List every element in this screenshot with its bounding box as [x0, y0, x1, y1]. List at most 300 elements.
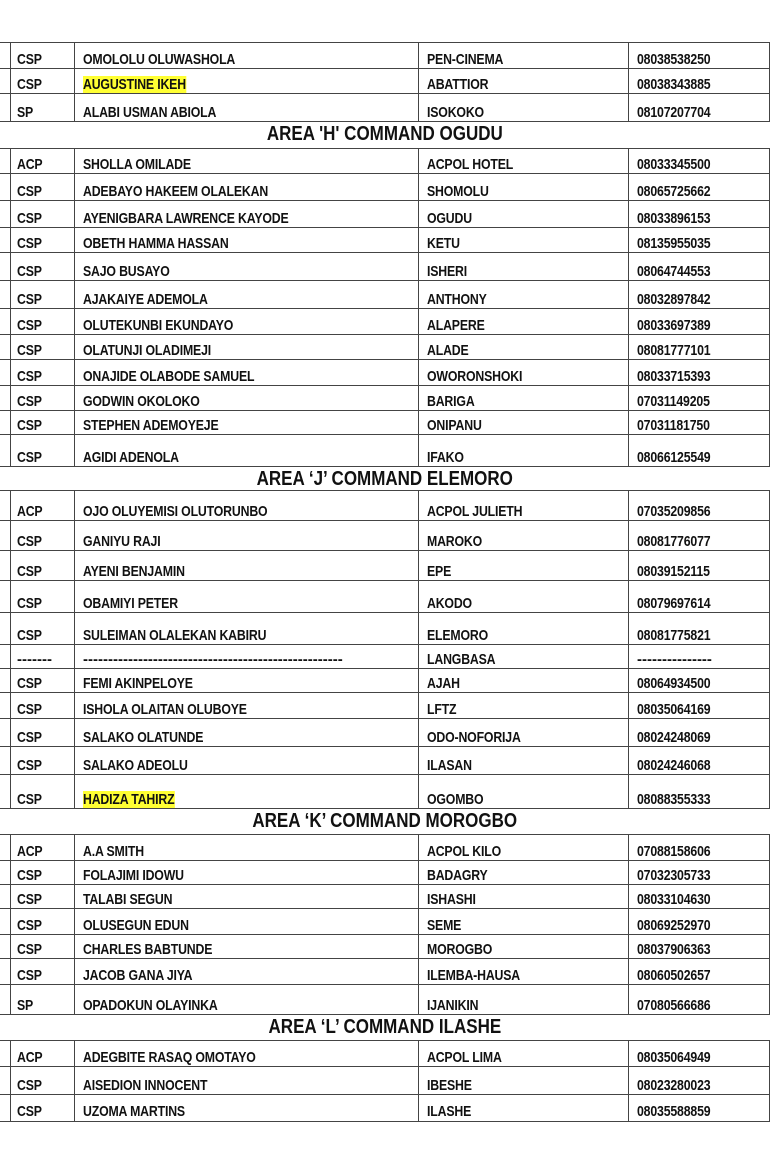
rank-cell	[10, 909, 74, 935]
phone-number-cell-text: 08038343885	[637, 76, 711, 93]
phone-number-cell-text: 07031181750	[637, 417, 710, 434]
table-row	[0, 908, 770, 935]
officer-name-cell	[74, 669, 418, 693]
rank-cell	[10, 1041, 74, 1067]
table-row	[0, 280, 770, 309]
location-cell	[418, 747, 628, 775]
rank-cell-text: CSP	[17, 263, 42, 280]
rank-cell	[10, 69, 74, 94]
area-command-header	[0, 808, 770, 833]
location-cell	[418, 281, 628, 309]
officer-name-cell-text: GANIYU RAJI	[83, 533, 161, 550]
rank-cell	[10, 1067, 74, 1095]
rank-cell-text: CSP	[17, 967, 42, 984]
location-cell-text: SHOMOLU	[427, 183, 489, 200]
location-cell-text: ISHASHI	[427, 891, 476, 908]
rank-cell-text: CSP	[17, 791, 42, 808]
officer-name-cell	[74, 228, 418, 253]
rank-cell	[10, 228, 74, 253]
officer-name-cell-text: SALAKO OLATUNDE	[83, 729, 204, 746]
phone-number-cell	[628, 253, 770, 281]
phone-number-cell	[628, 491, 770, 521]
phone-number-cell-text: 08088355333	[637, 791, 711, 808]
rank-cell	[10, 43, 74, 69]
officer-name-cell	[74, 201, 418, 228]
table-row	[0, 334, 770, 360]
table-row	[0, 252, 770, 281]
area-command-title: AREA ‘J’ COMMAND ELEMORO	[256, 468, 514, 490]
phone-number-cell	[628, 885, 770, 909]
table-row	[0, 434, 770, 467]
officer-name-cell-text: UZOMA MARTINS	[83, 1103, 185, 1120]
location-cell	[418, 775, 628, 809]
phone-number-cell	[628, 360, 770, 386]
phone-number-cell-text: 08064934500	[637, 675, 711, 692]
rank-cell-text: CSP	[17, 533, 42, 550]
officer-name-cell-text: OPADOKUN OLAYINKA	[83, 997, 218, 1014]
officer-name-cell	[74, 1095, 418, 1121]
phone-number-cell	[628, 775, 770, 809]
table-row	[0, 1066, 770, 1095]
phone-number-cell-text: 08060502657	[637, 967, 711, 984]
location-cell	[418, 645, 628, 669]
table-row	[0, 958, 770, 985]
location-cell	[418, 149, 628, 174]
phone-number-cell	[628, 94, 770, 122]
area-command-header	[0, 1014, 770, 1039]
rank-cell	[10, 693, 74, 719]
location-cell-text: OGOMBO	[427, 791, 484, 808]
phone-number-cell	[628, 985, 770, 1015]
table-row	[0, 934, 770, 959]
location-cell	[418, 581, 628, 613]
officer-name-cell	[74, 985, 418, 1015]
officer-name-cell	[74, 491, 418, 521]
rank-cell	[10, 959, 74, 985]
officer-name-cell-text: OLUTEKUNBI EKUNDAYO	[83, 317, 234, 334]
rank-cell	[10, 253, 74, 281]
phone-number-cell-text: 08033697389	[637, 317, 711, 334]
rank-cell-text: CSP	[17, 417, 42, 434]
phone-number-cell	[628, 281, 770, 309]
officer-name-cell-text: OBAMIYI PETER	[83, 595, 178, 612]
rank-cell	[10, 1095, 74, 1121]
location-cell-text: MOROGBO	[427, 941, 493, 958]
rank-cell	[10, 613, 74, 645]
phone-number-cell	[628, 909, 770, 935]
location-cell	[418, 491, 628, 521]
phone-number-cell	[628, 581, 770, 613]
officer-name-cell	[74, 43, 418, 69]
phone-number-cell	[628, 174, 770, 201]
location-cell-text: ANTHONY	[427, 291, 487, 308]
rank-cell-text: CSP	[17, 51, 42, 68]
officer-name-cell-text: OJO OLUYEMISI OLUTORUNBO	[83, 503, 268, 520]
officer-name-cell	[74, 149, 418, 174]
rank-cell	[10, 201, 74, 228]
rank-cell-text: CSP	[17, 729, 42, 746]
location-cell-text: PEN-CINEMA	[427, 51, 504, 68]
phone-number-cell	[628, 521, 770, 551]
phone-number-cell	[628, 69, 770, 94]
location-cell-text: ACPOL KILO	[427, 843, 501, 860]
table-row	[0, 774, 770, 809]
phone-number-cell-text: 08081775821	[637, 627, 711, 644]
officer-name-cell-text: GODWIN OKOLOKO	[83, 393, 200, 410]
location-cell	[418, 935, 628, 959]
location-cell	[418, 435, 628, 467]
officer-name-cell-text: STEPHEN ADEMOYEJE	[83, 417, 219, 434]
officer-name-cell	[74, 521, 418, 551]
rank-cell-text: CSP	[17, 210, 42, 227]
phone-number-cell	[628, 551, 770, 581]
table-row	[0, 68, 770, 94]
location-cell	[418, 228, 628, 253]
phone-number-cell	[628, 411, 770, 435]
rank-cell	[10, 835, 74, 861]
officer-name-cell	[74, 959, 418, 985]
phone-number-cell-text: 08039152115	[637, 563, 710, 580]
rank-cell	[10, 94, 74, 122]
location-cell-text: ILASHE	[427, 1103, 472, 1120]
rank-cell-text: CSP	[17, 701, 42, 718]
phone-number-cell	[628, 309, 770, 335]
phone-number-cell	[628, 747, 770, 775]
officer-name-cell	[74, 1067, 418, 1095]
rank-cell-text: ACP	[17, 156, 43, 173]
phone-number-cell	[628, 669, 770, 693]
table-row	[0, 834, 770, 861]
location-cell-text: ACPOL LIMA	[427, 1049, 502, 1066]
officer-name-cell	[74, 281, 418, 309]
rank-cell	[10, 747, 74, 775]
location-cell	[418, 94, 628, 122]
officer-name-cell	[74, 551, 418, 581]
officer-name-cell	[74, 613, 418, 645]
location-cell-text: ILEMBA-HAUSA	[427, 967, 521, 984]
location-cell-text: ILASAN	[427, 757, 472, 774]
rank-cell	[10, 719, 74, 747]
phone-number-cell-text: 08135955035	[637, 235, 711, 252]
officer-name-cell	[74, 360, 418, 386]
rank-cell-text: CSP	[17, 891, 42, 908]
officer-name-cell	[74, 693, 418, 719]
area-command-title: AREA 'H' COMMAND OGUDU	[266, 123, 504, 145]
phone-number-cell	[628, 149, 770, 174]
table-row	[0, 148, 770, 174]
location-cell-text: AKODO	[427, 595, 472, 612]
officer-name-cell	[74, 909, 418, 935]
phone-number-cell-text: 08081777101	[637, 342, 711, 359]
rank-cell	[10, 335, 74, 360]
officer-name-cell-text: ISHOLA OLAITAN OLUBOYE	[83, 701, 247, 718]
table-row	[0, 984, 770, 1015]
rank-cell-text: CSP	[17, 595, 42, 612]
rank-cell-text: CSP	[17, 563, 42, 580]
rank-cell-text: CSP	[17, 757, 42, 774]
location-cell	[418, 835, 628, 861]
rank-cell-text: CSP	[17, 317, 42, 334]
location-cell	[418, 174, 628, 201]
phone-number-cell	[628, 959, 770, 985]
officer-name-cell	[74, 174, 418, 201]
phone-number-cell-text: 07080566686	[637, 997, 711, 1014]
location-cell	[418, 411, 628, 435]
rank-cell	[10, 386, 74, 411]
phone-number-cell-text: 08033104630	[637, 891, 711, 908]
officer-name-cell-text: AJAKAIYE ADEMOLA	[83, 291, 208, 308]
table-row	[0, 227, 770, 253]
location-cell	[418, 669, 628, 693]
rank-cell-text: CSP	[17, 867, 42, 884]
officer-name-cell-text: CHARLES BABTUNDE	[83, 941, 213, 958]
location-cell-text: IBESHE	[427, 1077, 472, 1094]
table-row	[0, 860, 770, 885]
rank-cell-text: ACP	[17, 1049, 43, 1066]
location-cell-text: OWORONSHOKI	[427, 368, 523, 385]
officer-name-cell-text: AYENI BENJAMIN	[83, 563, 185, 580]
location-cell-text: ONIPANU	[427, 417, 482, 434]
rank-cell-text: CSP	[17, 941, 42, 958]
rank-cell	[10, 281, 74, 309]
officer-name-cell	[74, 335, 418, 360]
officer-name-cell-text: SALAKO ADEOLU	[83, 757, 188, 774]
rank-cell-text: CSP	[17, 342, 42, 359]
phone-number-cell	[628, 613, 770, 645]
phone-number-cell-text: 08081776077	[637, 533, 711, 550]
phone-number-cell-text: 08023280023	[637, 1077, 711, 1094]
rank-cell	[10, 174, 74, 201]
officer-name-cell-text: JACOB GANA JIYA	[83, 967, 193, 984]
location-cell-text: EPE	[427, 563, 452, 580]
rank-cell	[10, 551, 74, 581]
location-cell	[418, 959, 628, 985]
officer-name-cell	[74, 94, 418, 122]
officer-name-cell	[74, 309, 418, 335]
table-row	[0, 612, 770, 645]
rank-cell-text: ACP	[17, 503, 43, 520]
phone-number-cell	[628, 1041, 770, 1067]
location-cell-text: SEME	[427, 917, 462, 934]
location-cell-text: AJAH	[427, 675, 460, 692]
officer-name-cell-text: TALABI SEGUN	[83, 891, 173, 908]
phone-number-cell	[628, 1067, 770, 1095]
area-command-header	[0, 121, 770, 146]
phone-number-cell	[628, 645, 770, 669]
officer-name-cell-text: ADEGBITE RASAQ OMOTAYO	[83, 1049, 256, 1066]
table-row	[0, 490, 770, 521]
location-cell	[418, 201, 628, 228]
phone-number-cell	[628, 935, 770, 959]
location-cell-text: ACPOL HOTEL	[427, 156, 514, 173]
location-cell-text: IJANIKIN	[427, 997, 479, 1014]
location-cell-text: ISOKOKO	[427, 104, 484, 121]
table-row	[0, 385, 770, 411]
phone-number-cell-text: 08038538250	[637, 51, 711, 68]
rank-cell	[10, 669, 74, 693]
officer-name-cell-text: AYENIGBARA LAWRENCE KAYODE	[83, 210, 289, 227]
table-row	[0, 884, 770, 909]
rank-cell	[10, 935, 74, 959]
officer-name-cell-text: AGIDI ADENOLA	[83, 449, 179, 466]
location-cell-text: LFTZ	[427, 701, 457, 718]
rank-cell-text: CSP	[17, 76, 42, 93]
phone-number-cell-text: ---------------	[637, 651, 712, 668]
phone-number-cell-text: 08033715393	[637, 368, 711, 385]
rank-cell	[10, 581, 74, 613]
rank-cell-text: CSP	[17, 368, 42, 385]
location-cell	[418, 335, 628, 360]
table-row	[0, 580, 770, 613]
rank-cell	[10, 861, 74, 885]
location-cell-text: ALAPERE	[427, 317, 485, 334]
rank-cell	[10, 435, 74, 467]
officer-name-cell-text: SHOLLA OMILADE	[83, 156, 191, 173]
location-cell-text: OGUDU	[427, 210, 472, 227]
phone-number-cell-text: 08033345500	[637, 156, 711, 173]
table-row	[0, 308, 770, 335]
location-cell	[418, 1067, 628, 1095]
phone-number-cell	[628, 228, 770, 253]
officer-name-cell-text: OMOLOLU OLUWASHOLA	[83, 51, 236, 68]
location-cell-text: ALADE	[427, 342, 469, 359]
location-cell	[418, 521, 628, 551]
table-row	[0, 410, 770, 435]
table-row	[0, 42, 770, 69]
phone-number-cell-text: 07088158606	[637, 843, 711, 860]
officer-name-cell	[74, 69, 418, 94]
location-cell	[418, 613, 628, 645]
location-cell-text: ABATTIOR	[427, 76, 489, 93]
location-cell	[418, 43, 628, 69]
rank-cell-text: SP	[17, 104, 34, 121]
rank-cell-text: CSP	[17, 235, 42, 252]
table-row	[0, 359, 770, 386]
rank-cell-text: CSP	[17, 183, 42, 200]
phone-number-cell-text: 07035209856	[637, 503, 711, 520]
phone-number-cell	[628, 835, 770, 861]
officer-name-cell	[74, 411, 418, 435]
officer-name-cell	[74, 435, 418, 467]
officer-name-cell	[74, 747, 418, 775]
location-cell-text: ODO-NOFORIJA	[427, 729, 521, 746]
location-cell-text: IFAKO	[427, 449, 464, 466]
officer-name-cell-text: A.A SMITH	[83, 843, 144, 860]
table-row	[0, 746, 770, 775]
location-cell-text: BADAGRY	[427, 867, 488, 884]
officer-name-cell-text: AUGUSTINE IKEH	[83, 76, 186, 93]
officer-name-cell	[74, 253, 418, 281]
area-command-title: AREA ‘L’ COMMAND ILASHE	[268, 1016, 502, 1038]
location-cell	[418, 69, 628, 94]
phone-number-cell	[628, 719, 770, 747]
phone-number-cell-text: 08032897842	[637, 291, 711, 308]
officer-name-cell-text: SAJO BUSAYO	[83, 263, 170, 280]
table-row	[0, 550, 770, 581]
rank-cell	[10, 885, 74, 909]
phone-number-cell-text: 08033896153	[637, 210, 711, 227]
phone-number-cell-text: 08024248069	[637, 729, 711, 746]
officer-name-cell	[74, 719, 418, 747]
phone-number-cell-text: 07032305733	[637, 867, 711, 884]
rank-cell-text: CSP	[17, 1077, 42, 1094]
officer-name-cell	[74, 885, 418, 909]
rank-cell-text: CSP	[17, 1103, 42, 1120]
location-cell	[418, 909, 628, 935]
phone-number-cell-text: 08079697614	[637, 595, 711, 612]
rank-cell	[10, 521, 74, 551]
location-cell	[418, 861, 628, 885]
table-row	[0, 668, 770, 693]
officer-name-cell-text: HADIZA TAHIRZ	[83, 791, 175, 808]
rank-cell	[10, 411, 74, 435]
location-cell-text: ACPOL JULIETH	[427, 503, 523, 520]
officer-name-cell	[74, 835, 418, 861]
location-cell-text: LANGBASA	[427, 651, 496, 668]
officer-name-cell-text: OLATUNJI OLADIMEJI	[83, 342, 212, 359]
phone-number-cell	[628, 861, 770, 885]
location-cell-text: KETU	[427, 235, 460, 252]
location-cell-text: BARIGA	[427, 393, 475, 410]
phone-number-cell	[628, 435, 770, 467]
phone-number-cell-text: 08066125549	[637, 449, 711, 466]
area-command-header	[0, 466, 770, 491]
area-command-title: AREA ‘K’ COMMAND MOROGBO	[252, 810, 518, 832]
phone-number-cell-text: 08069252970	[637, 917, 711, 934]
location-cell	[418, 551, 628, 581]
phone-number-cell	[628, 43, 770, 69]
phone-number-cell-text: 08064744553	[637, 263, 711, 280]
rank-cell-text: CSP	[17, 675, 42, 692]
rank-cell	[10, 360, 74, 386]
phone-number-cell	[628, 386, 770, 411]
rank-cell-text: CSP	[17, 627, 42, 644]
rank-cell	[10, 775, 74, 809]
phone-number-cell	[628, 693, 770, 719]
phone-number-cell-text: 07031149205	[637, 393, 710, 410]
rank-cell	[10, 309, 74, 335]
officer-name-cell-text: FOLAJIMI IDOWU	[83, 867, 184, 884]
location-cell	[418, 719, 628, 747]
rank-cell-text: -------	[17, 651, 52, 668]
rank-cell-text: CSP	[17, 917, 42, 934]
location-cell	[418, 386, 628, 411]
location-cell	[418, 885, 628, 909]
rank-cell-text: CSP	[17, 291, 42, 308]
phone-number-cell-text: 08037906363	[637, 941, 711, 958]
officer-name-cell-text: ADEBAYO HAKEEM OLALEKAN	[83, 183, 269, 200]
phone-number-cell-text: 08107207704	[637, 104, 711, 121]
officer-name-cell	[74, 386, 418, 411]
rank-cell-text: CSP	[17, 393, 42, 410]
officer-name-cell	[74, 581, 418, 613]
officer-name-cell-text: FEMI AKINPELOYE	[83, 675, 193, 692]
table-row	[0, 1040, 770, 1067]
officer-name-cell	[74, 861, 418, 885]
table-row	[0, 1094, 770, 1122]
phone-number-cell	[628, 335, 770, 360]
table-row	[0, 173, 770, 201]
location-cell-text: ELEMORO	[427, 627, 489, 644]
location-cell	[418, 1041, 628, 1067]
officer-name-cell	[74, 935, 418, 959]
rank-cell	[10, 149, 74, 174]
phone-number-cell-text: 08035064169	[637, 701, 711, 718]
phone-number-cell-text: 08035064949	[637, 1049, 711, 1066]
table-row	[0, 644, 770, 669]
officer-name-cell-text: ONAJIDE OLABODE SAMUEL	[83, 368, 255, 385]
location-cell	[418, 985, 628, 1015]
